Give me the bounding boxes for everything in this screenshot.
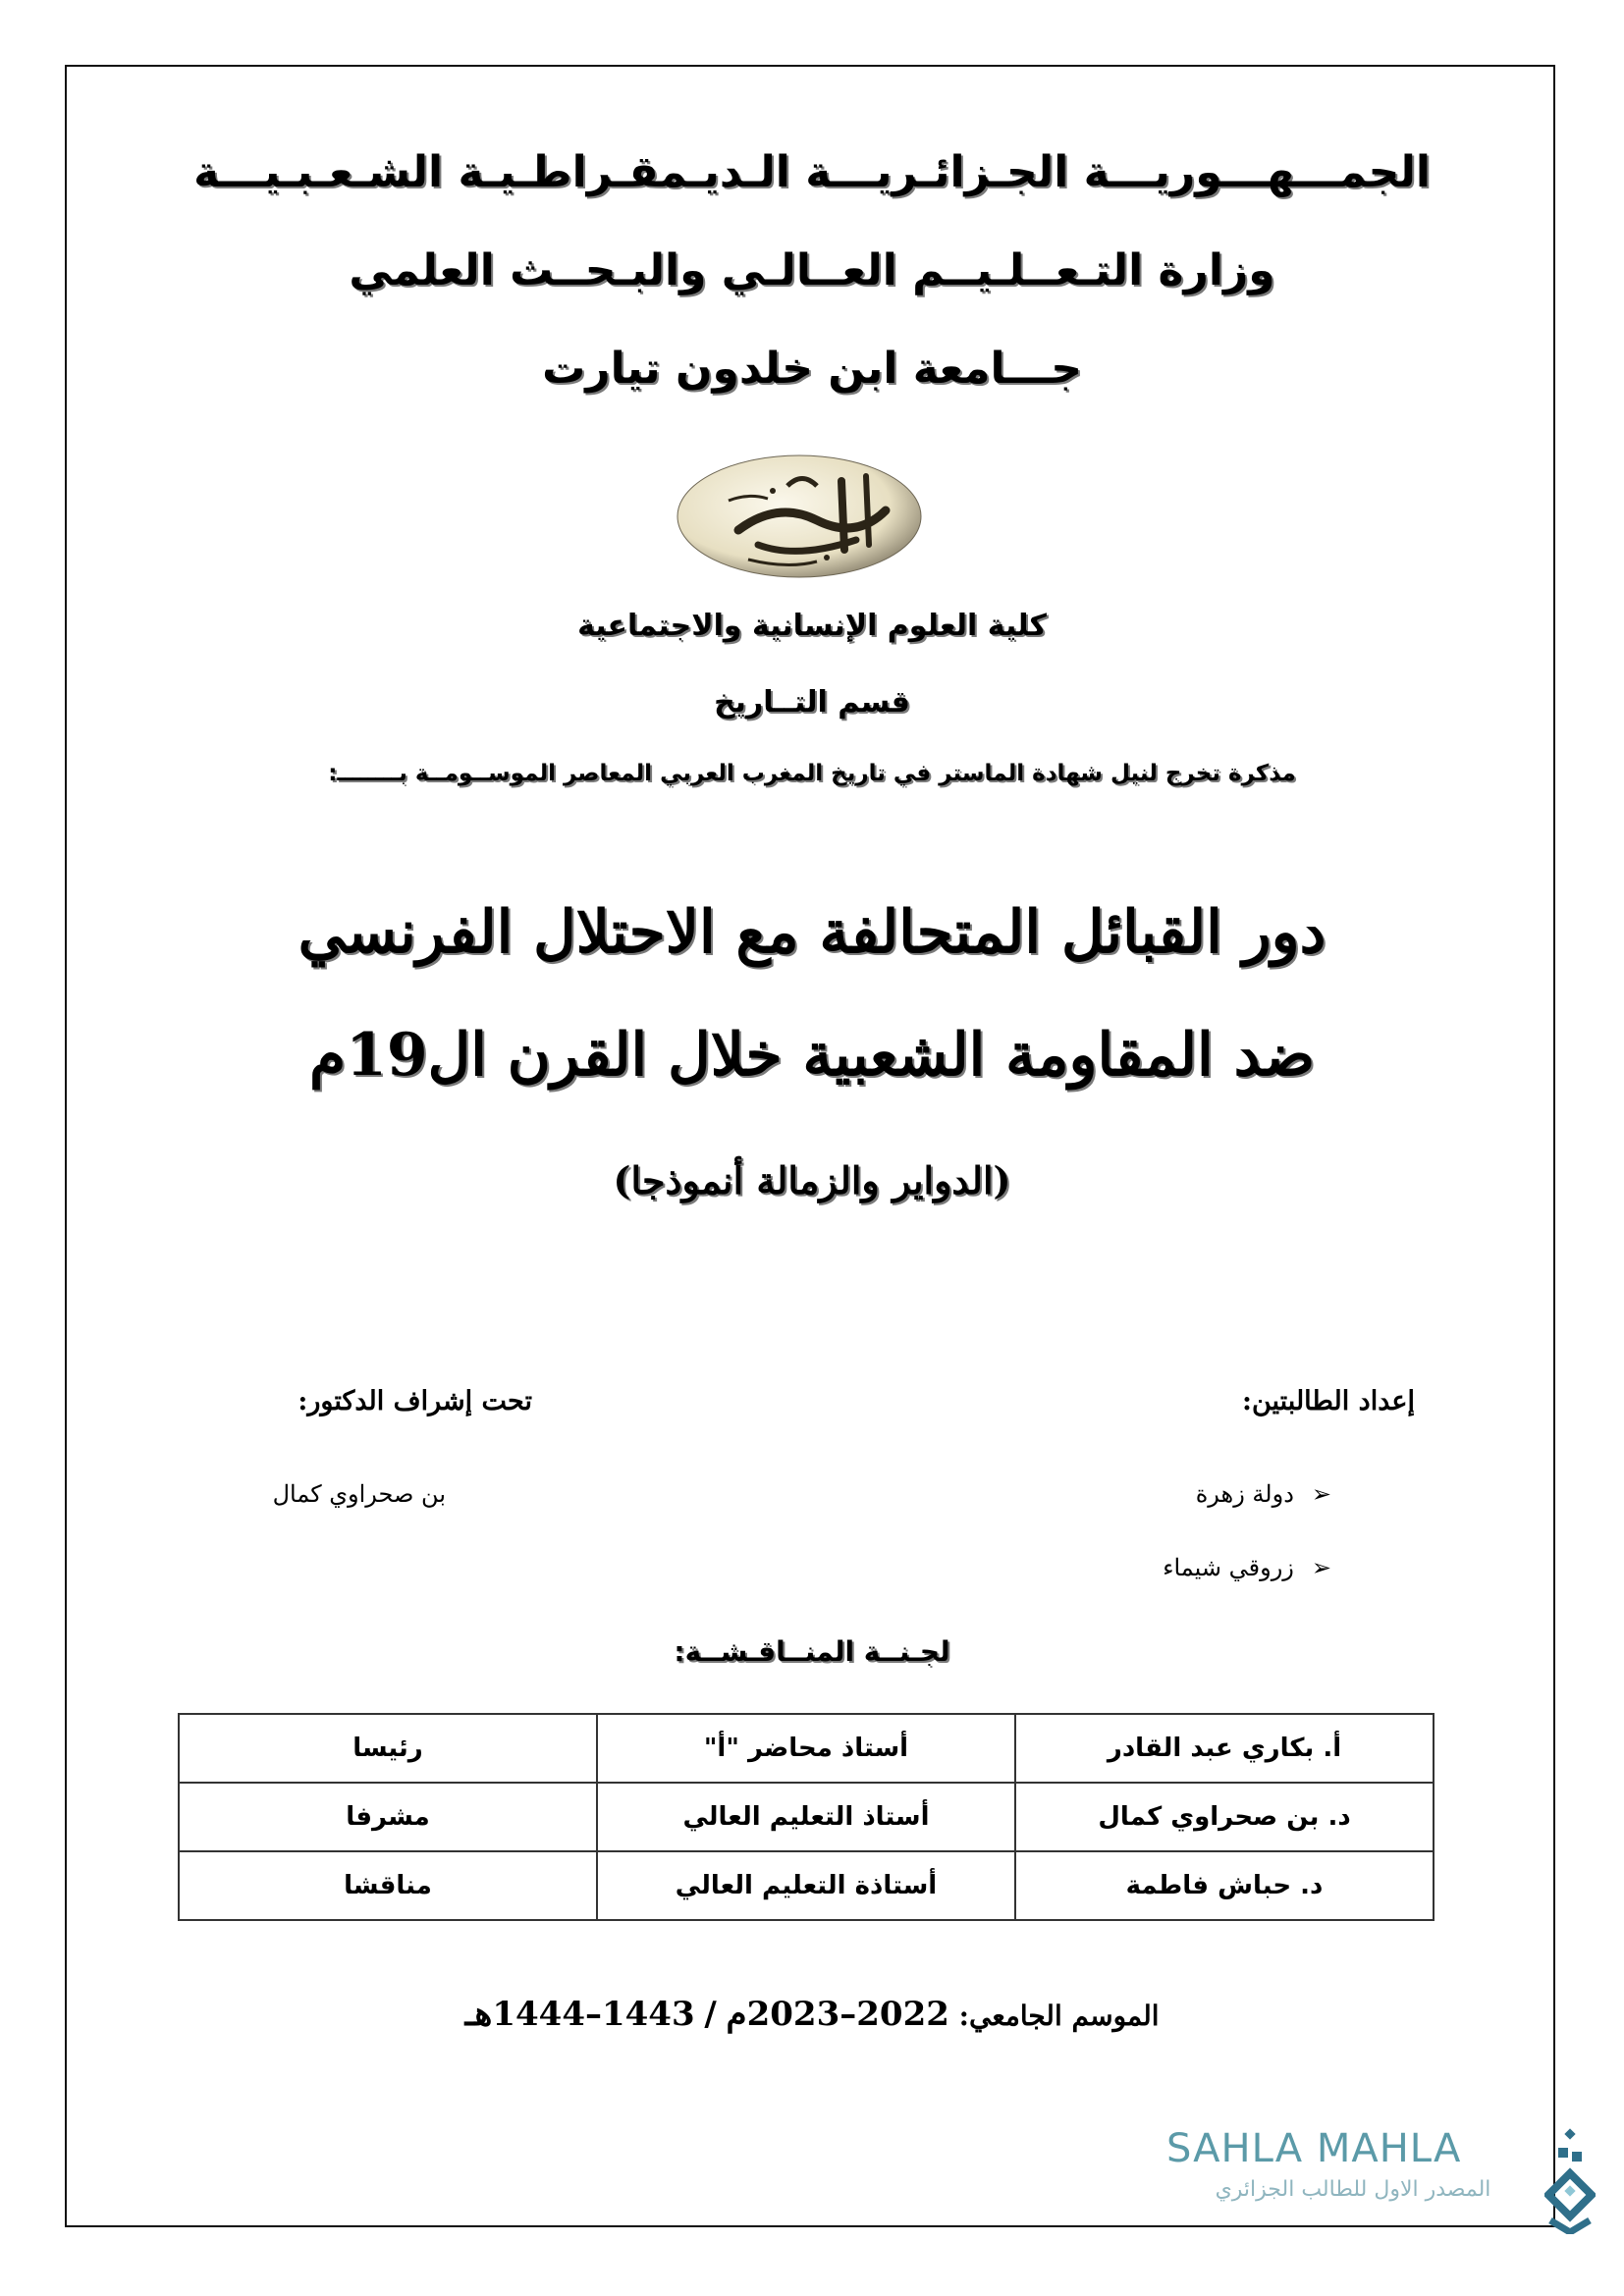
member-role: رئيسا [179,1714,597,1783]
committee-title: لجـنــة المنــاقـشــة: [674,1635,950,1668]
member-rank: أستاذ محاضر "أ" [597,1714,1015,1783]
university-logo-icon [670,442,929,587]
member-role: مناقشا [179,1851,597,1920]
university-heading: جـــامعة ابن خلدون تيارت [542,344,1082,394]
student-name: ➢دولة زهرة [1195,1480,1331,1508]
member-name: د. حباش فاطمة [1015,1851,1434,1920]
supervisor-label: تحت إشراف الدكتور: [298,1386,532,1416]
memo-intro: مذكرة تخرج لنيل شهادة الماستر في تاريخ المغرب العربي المعاصر الموســومــة بــــــــ: [328,761,1296,786]
students-label: إعداد الطالبتين: [1241,1386,1415,1416]
sahla-mahla-logo-icon [1544,2126,1596,2238]
season-separator: / [704,1995,717,2034]
season-hijri: 1443–1444هـ [464,1995,695,2034]
faculty-heading: كلية العلوم الإنسانية والاجتماعية [577,609,1047,643]
member-role: مشرفا [179,1783,597,1851]
table-row [179,1714,1434,1783]
ministry-heading: وزارة التـعــلـيــم العــالـي والبـحــث العلمي [349,245,1275,295]
watermark-tagline: المصدر الاول للطالب الجزائري [1215,2177,1491,2202]
sahla-mahla-watermark [1166,2126,1598,2234]
season-gregorian: 2022–2023م [726,1995,949,2034]
watermark-brand: SAHLA MAHLA [1166,2126,1462,2171]
member-name: د. بن صحراوي كمال [1015,1783,1434,1851]
member-rank: أستاذة التعليم العالي [597,1851,1015,1920]
republic-heading: الجمـــهـــوريـــة الجـزائـريـــة الـديـمقـراطـيـة الشـعـبـيـــة [193,147,1431,197]
table-row [179,1783,1434,1851]
season-label: الموسم الجامعي: [958,2000,1160,2032]
thesis-title-line3: (الدواير والزمالة أنموذجا) [613,1158,1011,1202]
table-row [179,1851,1434,1920]
department-heading: قسم التــاريخ [714,685,910,720]
academic-season [0,1995,1624,2034]
arrowhead-bullet-icon: ➢ [1311,1554,1331,1581]
thesis-title-line1: دور القبائل المتحالفة مع الاحتلال الفرنسي [298,898,1326,967]
committee-table [178,1713,1435,1921]
thesis-title-line2: ضد المقاومة الشعبية خلال القرن ال19م [308,1021,1316,1090]
supervisor-name: بن صحراوي كمال [272,1480,446,1508]
member-rank: أستاذ التعليم العالي [597,1783,1015,1851]
member-name: أ. بكاري عبد القادر [1015,1714,1434,1783]
arrowhead-bullet-icon: ➢ [1311,1480,1331,1508]
student-name: ➢زروقي شيماء [1163,1554,1331,1581]
